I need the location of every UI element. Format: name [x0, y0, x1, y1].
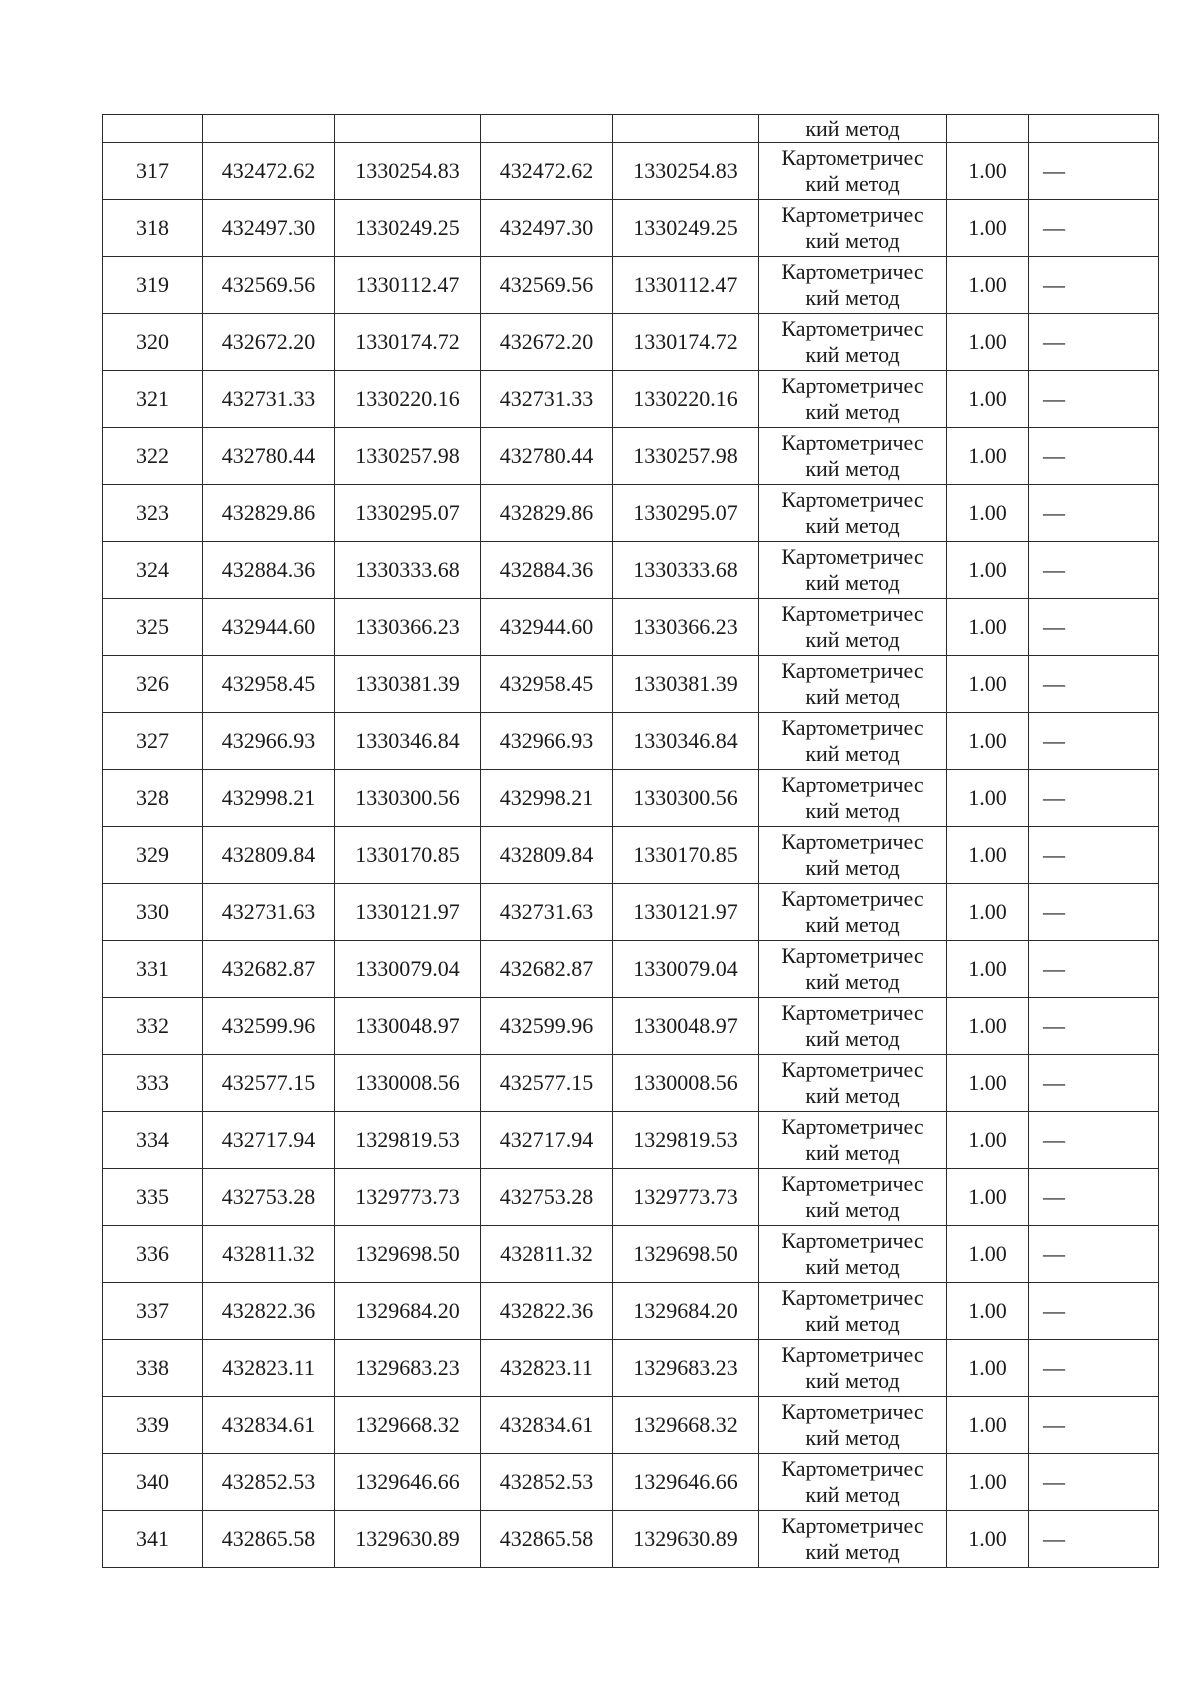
cell-method — [759, 257, 947, 314]
table-row — [103, 884, 1159, 941]
cell-x1: 432569.56 — [203, 257, 335, 314]
cell-method — [759, 200, 947, 257]
method-line-1: Картометричес — [781, 1171, 924, 1196]
cell-num — [103, 115, 203, 143]
cell-num: 317 — [103, 143, 203, 200]
cell-y2: 1329773.73 — [613, 1169, 759, 1226]
cell-x1: 432672.20 — [203, 314, 335, 371]
cell-x2: 432569.56 — [481, 257, 613, 314]
cell-y1: 1330381.39 — [335, 656, 481, 713]
method-line-2: кий метод — [805, 456, 900, 481]
cell-note: — — [1029, 713, 1159, 770]
cell-x2: 432829.86 — [481, 485, 613, 542]
method-line-2: кий метод — [805, 1311, 900, 1336]
cell-accuracy: 1.00 — [947, 1226, 1029, 1283]
method-line-1: Картометричес — [781, 772, 924, 797]
method-line-2: кий метод — [805, 1083, 900, 1108]
cell-method — [759, 713, 947, 770]
method-line-2: кий метод — [805, 342, 900, 367]
table-row — [103, 1454, 1159, 1511]
cell-num: 337 — [103, 1283, 203, 1340]
method-line-1: Картометричес — [781, 1228, 924, 1253]
cell-y2: 1330112.47 — [613, 257, 759, 314]
cell-x1: 432731.63 — [203, 884, 335, 941]
cell-y2: 1330220.16 — [613, 371, 759, 428]
cell-accuracy: 1.00 — [947, 542, 1029, 599]
cell-accuracy: 1.00 — [947, 884, 1029, 941]
cell-accuracy: 1.00 — [947, 257, 1029, 314]
cell-note: — — [1029, 1511, 1159, 1568]
cell-y1: 1330170.85 — [335, 827, 481, 884]
table-body — [103, 115, 1159, 1568]
cell-num: 330 — [103, 884, 203, 941]
cell-x2: 432599.96 — [481, 998, 613, 1055]
cell-note: — — [1029, 200, 1159, 257]
table-row — [103, 428, 1159, 485]
cell-x2: 432682.87 — [481, 941, 613, 998]
cell-accuracy: 1.00 — [947, 713, 1029, 770]
method-line-1: Картометричес — [781, 829, 924, 854]
cell-x1: 432958.45 — [203, 656, 335, 713]
cell-note: — — [1029, 1283, 1159, 1340]
cell-method — [759, 1454, 947, 1511]
cell-x1: 432852.53 — [203, 1454, 335, 1511]
method-line-2: кий метод — [805, 1140, 900, 1165]
cell-y2 — [613, 115, 759, 143]
cell-method — [759, 941, 947, 998]
cell-x2: 432958.45 — [481, 656, 613, 713]
cell-accuracy: 1.00 — [947, 941, 1029, 998]
cell-y1: 1330121.97 — [335, 884, 481, 941]
cell-method — [759, 827, 947, 884]
cell-x1: 432809.84 — [203, 827, 335, 884]
cell-accuracy: 1.00 — [947, 1283, 1029, 1340]
cell-y1: 1330048.97 — [335, 998, 481, 1055]
cell-y2: 1330333.68 — [613, 542, 759, 599]
cell-accuracy: 1.00 — [947, 1340, 1029, 1397]
cell-y1: 1330366.23 — [335, 599, 481, 656]
cell-y1: 1329630.89 — [335, 1511, 481, 1568]
cell-y2: 1330121.97 — [613, 884, 759, 941]
table-row — [103, 656, 1159, 713]
table-row — [103, 314, 1159, 371]
cell-y2: 1329630.89 — [613, 1511, 759, 1568]
cell-x2: 432811.32 — [481, 1226, 613, 1283]
cell-x2: 432780.44 — [481, 428, 613, 485]
table-row — [103, 1511, 1159, 1568]
cell-note — [1029, 115, 1159, 143]
cell-num: 327 — [103, 713, 203, 770]
cell-x2: 432998.21 — [481, 770, 613, 827]
cell-y1: 1329819.53 — [335, 1112, 481, 1169]
method-line-2: кий метод — [805, 1368, 900, 1393]
cell-y2: 1329684.20 — [613, 1283, 759, 1340]
cell-method: кий метод — [759, 115, 947, 143]
cell-y1: 1330257.98 — [335, 428, 481, 485]
cell-y1: 1329684.20 — [335, 1283, 481, 1340]
cell-x1: 432811.32 — [203, 1226, 335, 1283]
cell-note: — — [1029, 1397, 1159, 1454]
method-line-1: Картометричес — [781, 544, 924, 569]
cell-note: — — [1029, 941, 1159, 998]
table-row — [103, 200, 1159, 257]
cell-y2: 1330300.56 — [613, 770, 759, 827]
cell-method — [759, 1169, 947, 1226]
cell-note: — — [1029, 770, 1159, 827]
method-line-1: Картометричес — [781, 430, 924, 455]
cell-x1: 432966.93 — [203, 713, 335, 770]
cell-note: — — [1029, 1169, 1159, 1226]
cell-y2: 1330346.84 — [613, 713, 759, 770]
cell-num: 328 — [103, 770, 203, 827]
cell-y1: 1330008.56 — [335, 1055, 481, 1112]
cell-accuracy: 1.00 — [947, 485, 1029, 542]
cell-note: — — [1029, 599, 1159, 656]
method-line-1: Картометричес — [781, 259, 924, 284]
cell-y2: 1330249.25 — [613, 200, 759, 257]
table-row — [103, 1340, 1159, 1397]
method-line-1: Картометричес — [781, 943, 924, 968]
table-row — [103, 257, 1159, 314]
cell-x2: 432731.33 — [481, 371, 613, 428]
method-line-1: Картометричес — [781, 1057, 924, 1082]
method-line-2: кий метод — [805, 1254, 900, 1279]
cell-y1: 1329646.66 — [335, 1454, 481, 1511]
cell-method — [759, 143, 947, 200]
cell-x2: 432672.20 — [481, 314, 613, 371]
table-row — [103, 1055, 1159, 1112]
cell-accuracy: 1.00 — [947, 998, 1029, 1055]
cell-y2: 1330295.07 — [613, 485, 759, 542]
cell-num: 318 — [103, 200, 203, 257]
cell-y1: 1330174.72 — [335, 314, 481, 371]
method-line-1: Картометричес — [781, 316, 924, 341]
cell-note: — — [1029, 998, 1159, 1055]
cell-x2: 432822.36 — [481, 1283, 613, 1340]
cell-y1: 1330112.47 — [335, 257, 481, 314]
cell-note: — — [1029, 1112, 1159, 1169]
cell-x1: 432472.62 — [203, 143, 335, 200]
cell-method — [759, 1112, 947, 1169]
cell-x1: 432577.15 — [203, 1055, 335, 1112]
cell-accuracy: 1.00 — [947, 599, 1029, 656]
cell-x1 — [203, 115, 335, 143]
cell-accuracy: 1.00 — [947, 656, 1029, 713]
cell-y1: 1329668.32 — [335, 1397, 481, 1454]
method-line-2: кий метод — [805, 1425, 900, 1450]
method-line-2: кий метод — [805, 1026, 900, 1051]
cell-accuracy: 1.00 — [947, 1397, 1029, 1454]
method-line-2: кий метод — [805, 1539, 900, 1564]
cell-x1: 432682.87 — [203, 941, 335, 998]
cell-y2: 1330170.85 — [613, 827, 759, 884]
cell-x2: 432497.30 — [481, 200, 613, 257]
method-line-2: кий метод — [805, 627, 900, 652]
cell-method — [759, 599, 947, 656]
cell-num: 340 — [103, 1454, 203, 1511]
cell-method — [759, 1511, 947, 1568]
cell-method — [759, 1055, 947, 1112]
cell-y2: 1330174.72 — [613, 314, 759, 371]
cell-y2: 1330048.97 — [613, 998, 759, 1055]
cell-note: — — [1029, 1226, 1159, 1283]
cell-x2: 432753.28 — [481, 1169, 613, 1226]
continuation-row — [103, 115, 1159, 143]
cell-y1: 1330249.25 — [335, 200, 481, 257]
method-line-1: Картометричес — [781, 658, 924, 683]
cell-num: 331 — [103, 941, 203, 998]
method-line-1: Картометричес — [781, 1342, 924, 1367]
method-line-2: кий метод — [805, 798, 900, 823]
cell-x2: 432944.60 — [481, 599, 613, 656]
method-line-1: Картометричес — [781, 601, 924, 626]
cell-x1: 432998.21 — [203, 770, 335, 827]
cell-note: — — [1029, 143, 1159, 200]
cell-x2 — [481, 115, 613, 143]
method-line-1: Картометричес — [781, 487, 924, 512]
cell-num: 339 — [103, 1397, 203, 1454]
method-line-1: Картометричес — [781, 202, 924, 227]
cell-x2: 432577.15 — [481, 1055, 613, 1112]
cell-num: 338 — [103, 1340, 203, 1397]
cell-x1: 432823.11 — [203, 1340, 335, 1397]
cell-num: 322 — [103, 428, 203, 485]
cell-num: 334 — [103, 1112, 203, 1169]
cell-method — [759, 314, 947, 371]
cell-y1: 1330079.04 — [335, 941, 481, 998]
cell-x2: 432865.58 — [481, 1511, 613, 1568]
cell-method — [759, 1397, 947, 1454]
method-line-2: кий метод — [805, 171, 900, 196]
method-line-1: Картометричес — [781, 373, 924, 398]
cell-num: 319 — [103, 257, 203, 314]
method-line-2: кий метод — [805, 912, 900, 937]
cell-y2: 1329819.53 — [613, 1112, 759, 1169]
cell-method — [759, 542, 947, 599]
method-line-1: Картометричес — [781, 1513, 924, 1538]
cell-y1: 1329683.23 — [335, 1340, 481, 1397]
cell-x2: 432966.93 — [481, 713, 613, 770]
method-line-2: кий метод — [805, 285, 900, 310]
cell-method — [759, 884, 947, 941]
method-line-2: кий метод — [805, 855, 900, 880]
cell-note: — — [1029, 371, 1159, 428]
cell-y2: 1330079.04 — [613, 941, 759, 998]
cell-method — [759, 371, 947, 428]
cell-y1 — [335, 115, 481, 143]
cell-y2: 1330257.98 — [613, 428, 759, 485]
cell-y2: 1329646.66 — [613, 1454, 759, 1511]
table-row — [103, 599, 1159, 656]
cell-accuracy: 1.00 — [947, 200, 1029, 257]
cell-method — [759, 1226, 947, 1283]
cell-accuracy: 1.00 — [947, 1169, 1029, 1226]
cell-accuracy — [947, 115, 1029, 143]
cell-x2: 432809.84 — [481, 827, 613, 884]
cell-note: — — [1029, 1454, 1159, 1511]
method-line-1: Картометричес — [781, 1000, 924, 1025]
method-line-2: кий метод — [805, 513, 900, 538]
cell-method — [759, 1340, 947, 1397]
cell-x2: 432852.53 — [481, 1454, 613, 1511]
cell-note: — — [1029, 428, 1159, 485]
cell-accuracy: 1.00 — [947, 827, 1029, 884]
cell-num: 323 — [103, 485, 203, 542]
method-line-2: кий метод — [805, 1482, 900, 1507]
cell-accuracy: 1.00 — [947, 1055, 1029, 1112]
cell-accuracy: 1.00 — [947, 428, 1029, 485]
cell-accuracy: 1.00 — [947, 770, 1029, 827]
table-row — [103, 371, 1159, 428]
cell-num: 321 — [103, 371, 203, 428]
cell-method — [759, 1283, 947, 1340]
cell-num: 332 — [103, 998, 203, 1055]
table-row — [103, 713, 1159, 770]
cell-num: 336 — [103, 1226, 203, 1283]
cell-accuracy: 1.00 — [947, 1511, 1029, 1568]
cell-x1: 432717.94 — [203, 1112, 335, 1169]
method-line-2: кий метод — [805, 684, 900, 709]
cell-num: 329 — [103, 827, 203, 884]
cell-x2: 432717.94 — [481, 1112, 613, 1169]
cell-note: — — [1029, 485, 1159, 542]
cell-y1: 1330346.84 — [335, 713, 481, 770]
cell-accuracy: 1.00 — [947, 371, 1029, 428]
cell-num: 333 — [103, 1055, 203, 1112]
cell-accuracy: 1.00 — [947, 314, 1029, 371]
cell-x1: 432944.60 — [203, 599, 335, 656]
table-row — [103, 941, 1159, 998]
cell-note: — — [1029, 1055, 1159, 1112]
cell-x2: 432834.61 — [481, 1397, 613, 1454]
cell-x1: 432834.61 — [203, 1397, 335, 1454]
cell-note: — — [1029, 257, 1159, 314]
table-row — [103, 1283, 1159, 1340]
cell-num: 341 — [103, 1511, 203, 1568]
cell-x2: 432884.36 — [481, 542, 613, 599]
coordinates-table — [102, 114, 1159, 1568]
table-row — [103, 1226, 1159, 1283]
method-line-2: кий метод — [805, 1197, 900, 1222]
cell-num: 325 — [103, 599, 203, 656]
cell-y2: 1330254.83 — [613, 143, 759, 200]
cell-note: — — [1029, 884, 1159, 941]
cell-note: — — [1029, 314, 1159, 371]
cell-method — [759, 770, 947, 827]
cell-num: 324 — [103, 542, 203, 599]
method-line-2: кий метод — [805, 399, 900, 424]
table-row — [103, 827, 1159, 884]
cell-y1: 1329698.50 — [335, 1226, 481, 1283]
cell-y1: 1330254.83 — [335, 143, 481, 200]
cell-y2: 1329668.32 — [613, 1397, 759, 1454]
cell-y2: 1330366.23 — [613, 599, 759, 656]
table-row — [103, 770, 1159, 827]
cell-x2: 432731.63 — [481, 884, 613, 941]
cell-accuracy: 1.00 — [947, 1454, 1029, 1511]
table-row — [103, 1169, 1159, 1226]
method-line-2: кий метод — [805, 228, 900, 253]
cell-note: — — [1029, 542, 1159, 599]
cell-x1: 432497.30 — [203, 200, 335, 257]
table-row — [103, 1397, 1159, 1454]
cell-note: — — [1029, 1340, 1159, 1397]
table-row — [103, 1112, 1159, 1169]
cell-num: 335 — [103, 1169, 203, 1226]
cell-accuracy: 1.00 — [947, 143, 1029, 200]
cell-y2: 1329683.23 — [613, 1340, 759, 1397]
cell-method — [759, 998, 947, 1055]
cell-method — [759, 428, 947, 485]
cell-num: 320 — [103, 314, 203, 371]
method-line-1: Картометричес — [781, 145, 924, 170]
method-line-1: Картометричес — [781, 886, 924, 911]
cell-y2: 1330381.39 — [613, 656, 759, 713]
cell-y1: 1330220.16 — [335, 371, 481, 428]
method-line-2: кий метод — [805, 969, 900, 994]
cell-note: — — [1029, 656, 1159, 713]
table-row — [103, 542, 1159, 599]
cell-x2: 432823.11 — [481, 1340, 613, 1397]
table-row — [103, 998, 1159, 1055]
cell-x2: 432472.62 — [481, 143, 613, 200]
method-line-1: Картометричес — [781, 1114, 924, 1139]
method-line-1: Картометричес — [781, 1285, 924, 1310]
cell-y1: 1330300.56 — [335, 770, 481, 827]
cell-x1: 432884.36 — [203, 542, 335, 599]
method-line-2: кий метод — [805, 741, 900, 766]
cell-y1: 1330333.68 — [335, 542, 481, 599]
cell-x1: 432829.86 — [203, 485, 335, 542]
cell-x1: 432822.36 — [203, 1283, 335, 1340]
method-line-1: Картометричес — [781, 715, 924, 740]
cell-x1: 432865.58 — [203, 1511, 335, 1568]
cell-accuracy: 1.00 — [947, 1112, 1029, 1169]
cell-note: — — [1029, 827, 1159, 884]
cell-y2: 1330008.56 — [613, 1055, 759, 1112]
cell-y1: 1330295.07 — [335, 485, 481, 542]
cell-num: 326 — [103, 656, 203, 713]
cell-x1: 432753.28 — [203, 1169, 335, 1226]
cell-x1: 432731.33 — [203, 371, 335, 428]
cell-x1: 432599.96 — [203, 998, 335, 1055]
table-row — [103, 143, 1159, 200]
method-line-2: кий метод — [805, 570, 900, 595]
cell-y2: 1329698.50 — [613, 1226, 759, 1283]
table-row — [103, 485, 1159, 542]
method-line-1: Картометричес — [781, 1456, 924, 1481]
cell-y1: 1329773.73 — [335, 1169, 481, 1226]
cell-method — [759, 656, 947, 713]
cell-x1: 432780.44 — [203, 428, 335, 485]
cell-method — [759, 485, 947, 542]
method-line-1: Картометричес — [781, 1399, 924, 1424]
